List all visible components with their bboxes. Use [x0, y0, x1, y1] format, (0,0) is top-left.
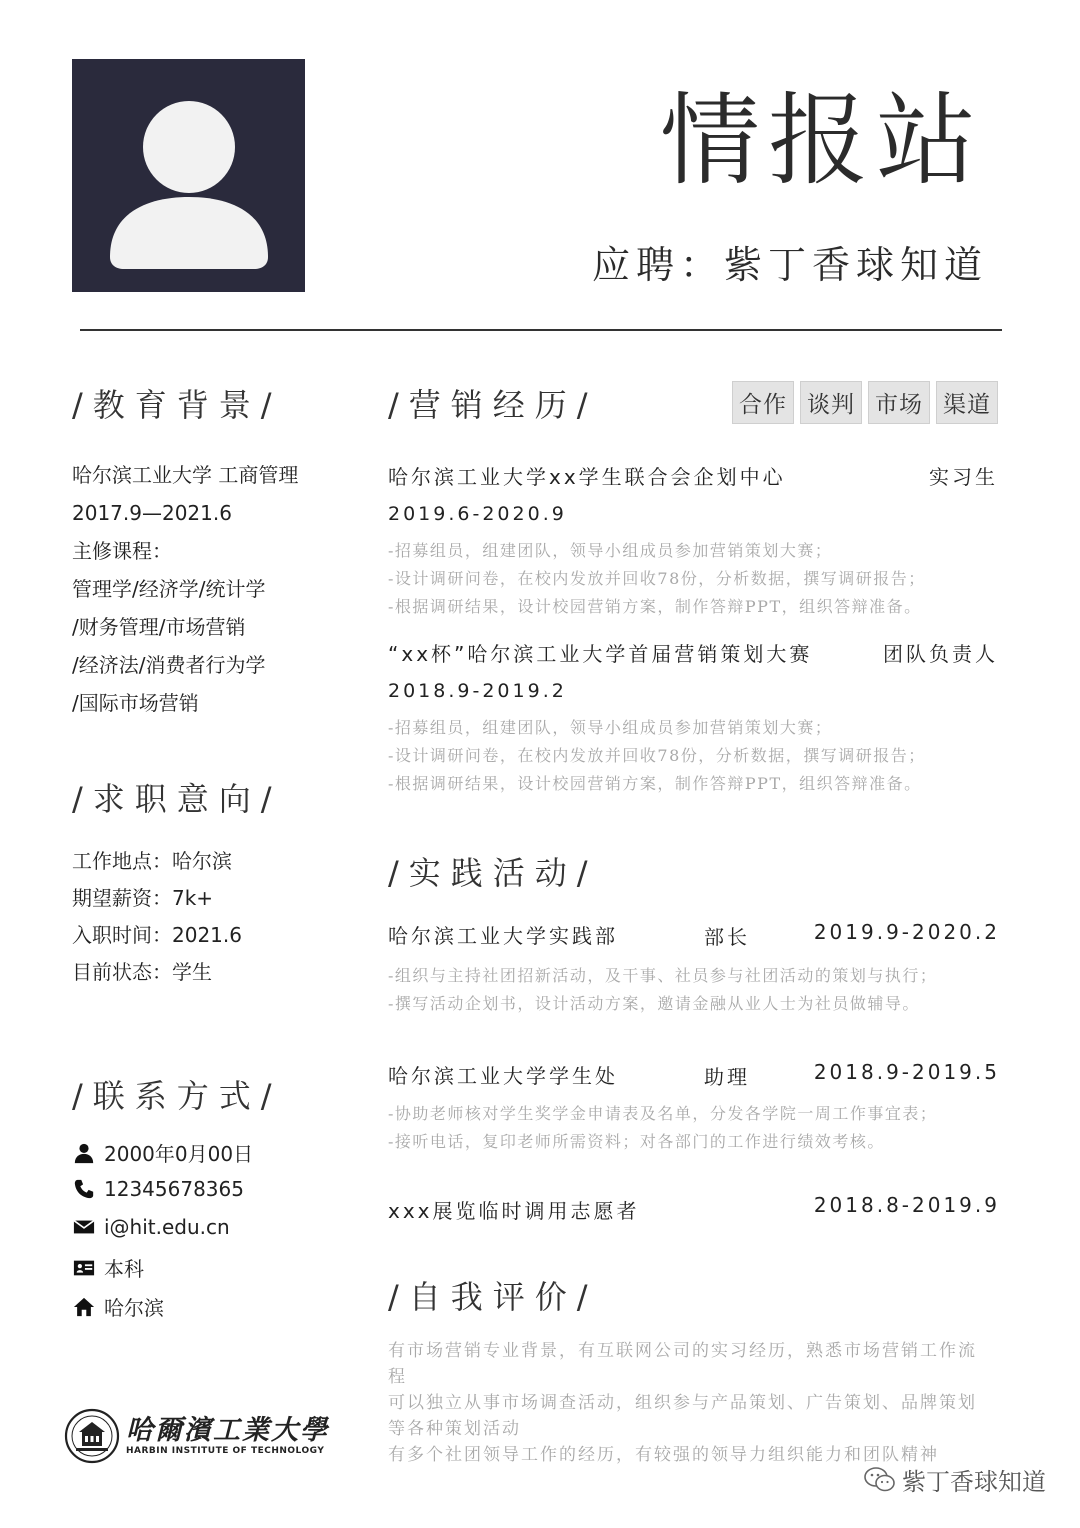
marketing-role: 团队负责人 [883, 642, 998, 666]
self-evaluation [388, 1338, 988, 1468]
practice-role: 部长 [704, 925, 750, 949]
section-title-intention: /求职意向/ [72, 780, 282, 818]
education-block [72, 456, 298, 722]
contact-hometown [72, 1292, 164, 1321]
logo-chinese-name: 哈爾濱工業大學 [126, 1415, 329, 1447]
person-icon [72, 1141, 96, 1165]
marketing-org: 哈尔滨工业大学xx学生联合会企划中心 [388, 465, 786, 489]
education-course-line: /经济法/消费者行为学 [72, 653, 266, 677]
education-course-line: /国际市场营销 [72, 691, 199, 715]
marketing-date: 2018.9-2019.2 [388, 680, 567, 702]
intention-start-date: 入职时间：2021.6 [72, 923, 242, 947]
logo-english-name: HARBIN INSTITUTE OF TECHNOLOGY [126, 1445, 325, 1456]
education-period: 2017.9—2021.6 [72, 501, 232, 525]
intention-salary: 期望薪资：7k+ [72, 886, 214, 910]
section-title-education: /教育背景/ [72, 386, 282, 424]
avatar [72, 59, 305, 292]
skill-tag: 谈判 [800, 381, 862, 424]
section-title-self-evaluation: /自我评价/ [388, 1278, 598, 1316]
skill-tag: 合作 [732, 381, 794, 424]
skill-tag: 渠道 [936, 381, 998, 424]
hometown-text: 哈尔滨 [104, 1296, 164, 1320]
description-line: -设计调研问卷，在校内发放并回收78份，分析数据，撰写调研报告； [388, 746, 926, 765]
practice-description [388, 1100, 937, 1156]
education-course-line: /财务管理/市场营销 [72, 615, 246, 639]
description-line: -协助老师核对学生奖学金申请表及名单，分发各学院一周工作事宜表； [388, 1104, 938, 1123]
marketing-description [388, 714, 926, 798]
header-divider [80, 329, 1002, 331]
practice-date: 2018.9-2019.5 [813, 1060, 1000, 1084]
phone-text: 12345678365 [104, 1177, 244, 1201]
watermark-text: 紫丁香球知道 [902, 1468, 1046, 1496]
user-silhouette-icon [72, 59, 305, 292]
practice-description [388, 962, 937, 1018]
wechat-icon [864, 1466, 896, 1494]
skill-tags [732, 381, 998, 424]
intention-location: 工作地点：哈尔滨 [72, 849, 232, 873]
id-card-icon [72, 1256, 96, 1280]
watermark [864, 1462, 1046, 1497]
home-icon [72, 1295, 96, 1319]
practice-org: xxx展览临时调用志愿者 [388, 1199, 640, 1223]
section-title-marketing: /营销经历/ [388, 386, 598, 424]
education-courses-label: 主修课程： [72, 539, 172, 563]
section-title-contact: /联系方式/ [72, 1077, 282, 1115]
practice-date: 2019.9-2020.2 [813, 920, 1000, 944]
applicant-name: 情报站 [660, 82, 984, 199]
intention-block [72, 843, 242, 991]
description-line: -招募组员，组建团队，领导小组成员参加营销策划大赛； [388, 718, 833, 737]
mail-icon [72, 1215, 96, 1239]
description-line: -招募组员，组建团队，领导小组成员参加营销策划大赛； [388, 541, 833, 560]
description-line: -撰写活动企划书，设计活动方案，邀请金融从业人士为社员做辅导。 [388, 994, 920, 1013]
intention-status: 目前状态：学生 [72, 960, 212, 984]
contact-email [72, 1215, 230, 1239]
marketing-org: “xx杯”哈尔滨工业大学首届营销策划大赛 [388, 642, 813, 666]
description-line: -根据调研结果，设计校园营销方案，制作答辩PPT，组织答辩准备。 [388, 597, 922, 616]
education-course-line: 管理学/经济学/统计学 [72, 577, 266, 601]
contact-degree [72, 1253, 144, 1282]
description-line: -设计调研问卷，在校内发放并回收78份，分析数据，撰写调研报告； [388, 569, 926, 588]
practice-role: 助理 [704, 1065, 750, 1089]
marketing-date: 2019.6-2020.9 [388, 503, 567, 525]
birthday-text: 2000年0月00日 [104, 1142, 254, 1166]
degree-text: 本科 [104, 1257, 144, 1281]
practice-org: 哈尔滨工业大学实践部 [388, 924, 618, 948]
marketing-description [388, 537, 926, 621]
description-line: -根据调研结果，设计校园营销方案，制作答辩PPT，组织答辩准备。 [388, 774, 922, 793]
self-evaluation-line: 有多个社团领导工作的经历，有较强的领导力组织能力和团队精神 [388, 1445, 939, 1465]
description-line: -接听电话，复印老师所需资料；对各部门的工作进行绩效考核。 [388, 1132, 885, 1151]
description-line: -组织与主持社团招新活动，及干事、社员参与社团活动的策划与执行； [388, 966, 938, 985]
skill-tag: 市场 [868, 381, 930, 424]
contact-phone [72, 1177, 244, 1201]
marketing-role: 实习生 [929, 465, 998, 489]
education-school-major: 哈尔滨工业大学 工商管理 [72, 463, 299, 487]
phone-icon [72, 1177, 96, 1201]
email-text: i@hit.edu.cn [104, 1215, 230, 1239]
contact-birthday [72, 1138, 253, 1167]
self-evaluation-line: 可以独立从事市场调查活动，组织参与产品策划、广告策划、品牌策划等各种策划活动 [388, 1393, 977, 1439]
applied-position: 应聘：紫丁香球知道 [591, 243, 988, 287]
university-logo [64, 1408, 329, 1464]
self-evaluation-line: 有市场营销专业背景，有互联网公司的实习经历，熟悉市场营销工作流程 [388, 1341, 977, 1387]
university-emblem-icon [64, 1408, 120, 1464]
practice-org: 哈尔滨工业大学学生处 [388, 1064, 618, 1088]
section-title-practice: /实践活动/ [388, 854, 598, 892]
practice-date: 2018.8-2019.9 [813, 1193, 1000, 1217]
